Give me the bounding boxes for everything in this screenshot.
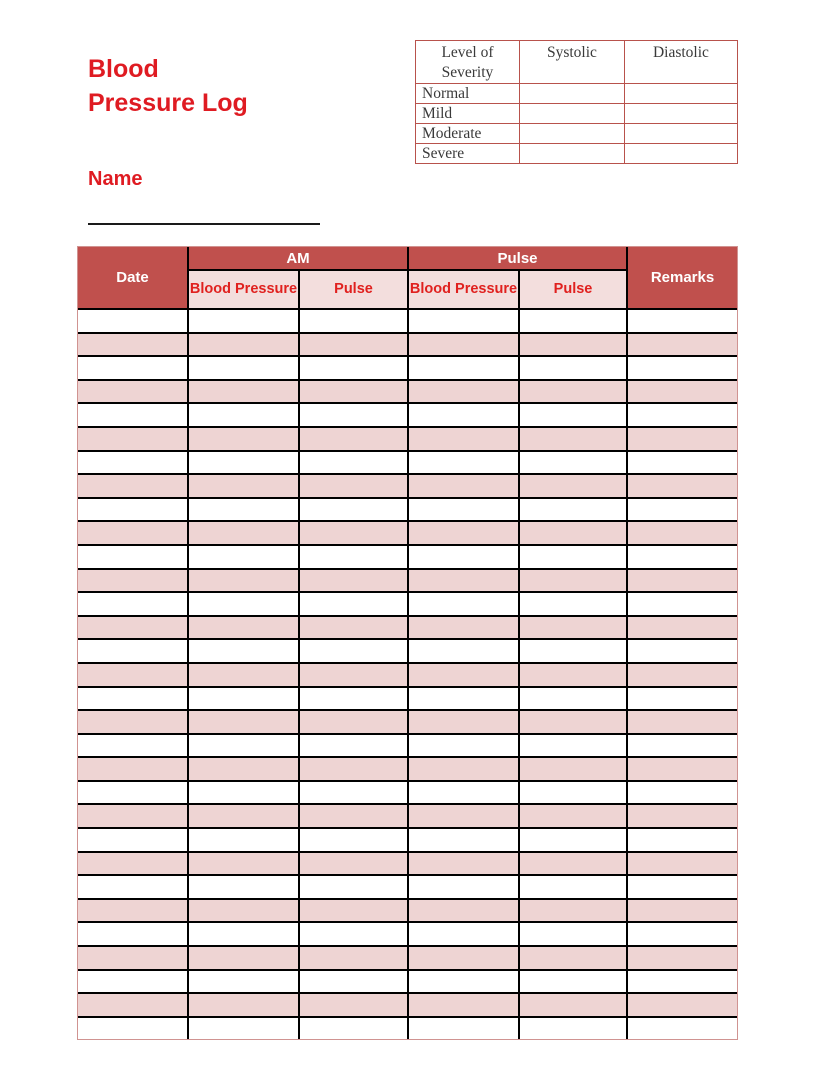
log-entry-cell[interactable]	[408, 639, 519, 663]
log-entry-cell[interactable]	[627, 474, 737, 498]
log-table-row	[78, 828, 737, 852]
log-entry-cell[interactable]	[408, 734, 519, 758]
log-entry-cell[interactable]	[78, 922, 188, 946]
log-entry-cell[interactable]	[78, 663, 188, 687]
severity-table	[415, 40, 738, 164]
log-entry-cell[interactable]	[188, 828, 299, 852]
severity-header-row	[416, 41, 738, 84]
log-entry-cell[interactable]	[519, 946, 627, 970]
log-entry-cell[interactable]	[408, 710, 519, 734]
severity-row	[416, 124, 738, 144]
log-entry-cell[interactable]	[519, 710, 627, 734]
log-entry-cell[interactable]	[408, 592, 519, 616]
log-entry-cell[interactable]	[188, 403, 299, 427]
log-entry-cell[interactable]	[188, 639, 299, 663]
log-header-group-row	[78, 247, 737, 270]
log-entry-cell[interactable]	[519, 616, 627, 640]
log-entry-cell[interactable]	[408, 663, 519, 687]
log-table-row	[78, 380, 737, 404]
log-table-row	[78, 781, 737, 805]
log-entry-cell[interactable]	[408, 521, 519, 545]
log-subheader-pm-pulse: Pulse	[519, 270, 627, 309]
log-entry-cell[interactable]	[188, 922, 299, 946]
log-table-row	[78, 710, 737, 734]
log-entry-cell[interactable]	[408, 309, 519, 333]
log-entry-cell[interactable]	[188, 781, 299, 805]
log-entry-cell[interactable]	[627, 804, 737, 828]
log-entry-cell[interactable]	[78, 592, 188, 616]
log-table-row	[78, 333, 737, 357]
log-entry-cell[interactable]	[188, 427, 299, 451]
log-entry-cell[interactable]	[188, 474, 299, 498]
log-table-row	[78, 946, 737, 970]
severity-value-cell[interactable]	[624, 144, 737, 164]
log-entry-cell[interactable]	[299, 309, 408, 333]
log-entry-cell[interactable]	[78, 804, 188, 828]
log-table-row	[78, 403, 737, 427]
log-entry-cell[interactable]	[299, 498, 408, 522]
log-entry-cell[interactable]	[627, 946, 737, 970]
log-entry-cell[interactable]	[519, 781, 627, 805]
log-entry-cell[interactable]	[299, 639, 408, 663]
log-entry-cell[interactable]	[299, 804, 408, 828]
log-entry-cell[interactable]	[408, 474, 519, 498]
log-entry-cell[interactable]	[299, 592, 408, 616]
log-entry-cell[interactable]	[627, 639, 737, 663]
log-entry-cell[interactable]	[627, 875, 737, 899]
log-entry-cell[interactable]	[408, 333, 519, 357]
log-table-row	[78, 899, 737, 923]
log-entry-cell[interactable]	[519, 970, 627, 994]
log-entry-cell[interactable]	[519, 734, 627, 758]
log-entry-cell[interactable]	[408, 380, 519, 404]
log-entry-cell[interactable]	[408, 757, 519, 781]
log-table-row	[78, 639, 737, 663]
log-entry-cell[interactable]	[188, 592, 299, 616]
log-entry-cell[interactable]	[627, 521, 737, 545]
severity-table-body	[416, 84, 738, 164]
name-input-line[interactable]	[88, 223, 320, 225]
log-entry-cell[interactable]	[519, 687, 627, 711]
page-title	[88, 52, 248, 120]
log-entry-cell[interactable]	[408, 569, 519, 593]
log-entry-cell[interactable]	[408, 875, 519, 899]
log-entry-cell[interactable]	[78, 1017, 188, 1040]
log-table-row	[78, 757, 737, 781]
log-table-row	[78, 616, 737, 640]
severity-value-cell[interactable]	[624, 104, 737, 124]
log-table-row	[78, 970, 737, 994]
log-table	[77, 246, 738, 1040]
log-entry-cell[interactable]	[519, 663, 627, 687]
log-entry-cell[interactable]	[627, 333, 737, 357]
log-entry-cell[interactable]	[627, 922, 737, 946]
log-entry-cell[interactable]	[519, 1017, 627, 1040]
log-entry-cell[interactable]	[78, 474, 188, 498]
log-entry-cell[interactable]	[299, 356, 408, 380]
log-entry-cell[interactable]	[188, 380, 299, 404]
log-entry-cell[interactable]	[627, 451, 737, 475]
log-entry-cell[interactable]	[78, 427, 188, 451]
log-entry-cell[interactable]	[627, 710, 737, 734]
log-header-am-group: AM	[188, 247, 408, 270]
log-entry-cell[interactable]	[188, 333, 299, 357]
log-entry-cell[interactable]	[78, 451, 188, 475]
log-table-row	[78, 427, 737, 451]
log-entry-cell[interactable]	[408, 498, 519, 522]
log-entry-cell[interactable]	[299, 687, 408, 711]
log-table-row	[78, 852, 737, 876]
log-table-row	[78, 451, 737, 475]
log-entry-cell[interactable]	[519, 521, 627, 545]
log-table-row	[78, 922, 737, 946]
log-entry-cell[interactable]	[78, 639, 188, 663]
log-entry-cell[interactable]	[78, 356, 188, 380]
severity-value-cell[interactable]	[624, 124, 737, 144]
severity-level-label: Severe	[416, 144, 520, 164]
log-entry-cell[interactable]	[78, 710, 188, 734]
log-entry-cell[interactable]	[519, 804, 627, 828]
log-entry-cell[interactable]	[408, 616, 519, 640]
log-entry-cell[interactable]	[627, 970, 737, 994]
log-entry-cell[interactable]	[299, 875, 408, 899]
log-entry-cell[interactable]	[627, 427, 737, 451]
log-entry-cell[interactable]	[188, 451, 299, 475]
log-entry-cell[interactable]	[78, 333, 188, 357]
log-entry-cell[interactable]	[408, 1017, 519, 1040]
log-entry-cell[interactable]	[188, 734, 299, 758]
severity-value-cell[interactable]	[519, 104, 624, 124]
log-header-date: Date	[78, 247, 188, 309]
log-table-row	[78, 734, 737, 758]
log-table-body	[78, 309, 737, 1039]
log-entry-cell[interactable]	[78, 309, 188, 333]
log-entry-cell[interactable]	[78, 757, 188, 781]
log-entry-cell[interactable]	[627, 616, 737, 640]
log-entry-cell[interactable]	[299, 474, 408, 498]
log-table-row	[78, 804, 737, 828]
log-entry-cell[interactable]	[519, 309, 627, 333]
log-entry-cell[interactable]	[299, 427, 408, 451]
severity-header-level: Level of Severity	[416, 41, 520, 84]
log-entry-cell[interactable]	[519, 427, 627, 451]
log-entry-cell[interactable]	[627, 356, 737, 380]
log-entry-cell[interactable]	[408, 804, 519, 828]
log-table-row	[78, 521, 737, 545]
page-title-line1: Blood	[88, 55, 159, 83]
log-entry-cell[interactable]	[299, 946, 408, 970]
log-entry-cell[interactable]	[78, 734, 188, 758]
log-entry-cell[interactable]	[408, 922, 519, 946]
log-entry-cell[interactable]	[519, 545, 627, 569]
log-entry-cell[interactable]	[188, 970, 299, 994]
log-table-row	[78, 993, 737, 1017]
log-entry-cell[interactable]	[188, 356, 299, 380]
log-entry-cell[interactable]	[519, 828, 627, 852]
log-entry-cell[interactable]	[188, 545, 299, 569]
log-entry-cell[interactable]	[519, 498, 627, 522]
log-entry-cell[interactable]	[188, 993, 299, 1017]
log-entry-cell[interactable]	[78, 852, 188, 876]
log-entry-cell[interactable]	[627, 899, 737, 923]
log-table-row	[78, 687, 737, 711]
log-entry-cell[interactable]	[78, 828, 188, 852]
log-entry-cell[interactable]	[627, 781, 737, 805]
log-entry-cell[interactable]	[188, 899, 299, 923]
log-entry-cell[interactable]	[408, 427, 519, 451]
log-entry-cell[interactable]	[188, 946, 299, 970]
log-entry-cell[interactable]	[408, 687, 519, 711]
log-entry-cell[interactable]	[519, 451, 627, 475]
severity-row	[416, 144, 738, 164]
log-entry-cell[interactable]	[188, 616, 299, 640]
log-entry-cell[interactable]	[627, 828, 737, 852]
log-entry-cell[interactable]	[299, 380, 408, 404]
log-entry-cell[interactable]	[408, 403, 519, 427]
log-entry-cell[interactable]	[299, 569, 408, 593]
log-header-remarks: Remarks	[627, 247, 737, 309]
severity-level-label: Moderate	[416, 124, 520, 144]
log-entry-cell[interactable]	[299, 545, 408, 569]
log-table-row	[78, 569, 737, 593]
severity-header-diastolic: Diastolic	[624, 41, 737, 84]
log-entry-cell[interactable]	[299, 993, 408, 1017]
log-entry-cell[interactable]	[299, 922, 408, 946]
log-entry-cell[interactable]	[78, 521, 188, 545]
page-title-line2: Pressure Log	[88, 89, 248, 117]
log-entry-cell[interactable]	[78, 781, 188, 805]
log-entry-cell[interactable]	[299, 403, 408, 427]
log-entry-cell[interactable]	[519, 380, 627, 404]
log-entry-cell[interactable]	[519, 592, 627, 616]
log-entry-cell[interactable]	[627, 403, 737, 427]
severity-value-cell[interactable]	[519, 144, 624, 164]
log-entry-cell[interactable]	[299, 757, 408, 781]
log-table-row	[78, 356, 737, 380]
log-entry-cell[interactable]	[78, 970, 188, 994]
severity-value-cell[interactable]	[624, 84, 737, 104]
log-entry-cell[interactable]	[519, 403, 627, 427]
log-table-row	[78, 1017, 737, 1040]
log-entry-cell[interactable]	[408, 545, 519, 569]
log-entry-cell[interactable]	[299, 970, 408, 994]
log-entry-cell[interactable]	[408, 356, 519, 380]
log-entry-cell[interactable]	[188, 663, 299, 687]
log-subheader-pm-blood-pressure: Blood Pressure	[408, 270, 519, 309]
log-entry-cell[interactable]	[408, 946, 519, 970]
log-entry-cell[interactable]	[408, 852, 519, 876]
log-entry-cell[interactable]	[408, 828, 519, 852]
log-table-row	[78, 663, 737, 687]
log-entry-cell[interactable]	[627, 757, 737, 781]
log-entry-cell[interactable]	[299, 828, 408, 852]
log-entry-cell[interactable]	[627, 592, 737, 616]
log-entry-cell[interactable]	[627, 309, 737, 333]
log-table-row	[78, 309, 737, 333]
log-entry-cell[interactable]	[299, 781, 408, 805]
log-entry-cell[interactable]	[78, 616, 188, 640]
log-entry-cell[interactable]	[627, 852, 737, 876]
log-entry-cell[interactable]	[299, 852, 408, 876]
log-entry-cell[interactable]	[299, 710, 408, 734]
log-entry-cell[interactable]	[78, 569, 188, 593]
log-entry-cell[interactable]	[299, 734, 408, 758]
log-entry-cell[interactable]	[408, 781, 519, 805]
log-entry-cell[interactable]	[519, 333, 627, 357]
log-entry-cell[interactable]	[299, 1017, 408, 1040]
severity-row	[416, 84, 738, 104]
log-entry-cell[interactable]	[188, 804, 299, 828]
log-entry-cell[interactable]	[519, 899, 627, 923]
log-entry-cell[interactable]	[627, 569, 737, 593]
log-entry-cell[interactable]	[519, 639, 627, 663]
severity-level-label: Normal	[416, 84, 520, 104]
severity-header-systolic: Systolic	[519, 41, 624, 84]
log-entry-cell[interactable]	[408, 451, 519, 475]
log-entry-cell[interactable]	[627, 734, 737, 758]
log-entry-cell[interactable]	[188, 875, 299, 899]
log-entry-cell[interactable]	[78, 875, 188, 899]
log-entry-cell[interactable]	[519, 875, 627, 899]
log-entry-cell[interactable]	[188, 687, 299, 711]
log-table-row	[78, 474, 737, 498]
log-entry-cell[interactable]	[519, 993, 627, 1017]
log-entry-cell[interactable]	[78, 498, 188, 522]
log-entry-cell[interactable]	[188, 521, 299, 545]
log-entry-cell[interactable]	[627, 663, 737, 687]
log-table-row	[78, 498, 737, 522]
log-entry-cell[interactable]	[299, 663, 408, 687]
log-entry-cell[interactable]	[519, 757, 627, 781]
log-entry-cell[interactable]	[627, 687, 737, 711]
log-entry-cell[interactable]	[627, 1017, 737, 1040]
log-entry-cell[interactable]	[299, 616, 408, 640]
log-entry-cell[interactable]	[78, 946, 188, 970]
log-entry-cell[interactable]	[299, 333, 408, 357]
severity-value-cell[interactable]	[519, 124, 624, 144]
log-entry-cell[interactable]	[408, 970, 519, 994]
log-entry-cell[interactable]	[188, 569, 299, 593]
log-entry-cell[interactable]	[408, 993, 519, 1017]
log-entry-cell[interactable]	[408, 899, 519, 923]
log-entry-cell[interactable]	[519, 569, 627, 593]
log-entry-cell[interactable]	[188, 309, 299, 333]
log-entry-cell[interactable]	[188, 710, 299, 734]
log-table-row	[78, 875, 737, 899]
name-label: Name	[88, 168, 143, 190]
log-entry-cell[interactable]	[188, 1017, 299, 1040]
log-entry-cell[interactable]	[188, 852, 299, 876]
log-table-row	[78, 545, 737, 569]
log-entry-cell[interactable]	[78, 993, 188, 1017]
log-entry-cell[interactable]	[78, 687, 188, 711]
severity-row	[416, 104, 738, 124]
log-entry-cell[interactable]	[519, 852, 627, 876]
log-entry-cell[interactable]	[519, 922, 627, 946]
log-entry-cell[interactable]	[299, 521, 408, 545]
log-entry-cell[interactable]	[78, 899, 188, 923]
log-entry-cell[interactable]	[78, 380, 188, 404]
log-header-pm-group: Pulse	[408, 247, 627, 270]
log-entry-cell[interactable]	[188, 498, 299, 522]
log-entry-cell[interactable]	[519, 356, 627, 380]
log-entry-cell[interactable]	[627, 545, 737, 569]
severity-level-label: Mild	[416, 104, 520, 124]
severity-value-cell[interactable]	[519, 84, 624, 104]
log-entry-cell[interactable]	[299, 899, 408, 923]
log-entry-cell[interactable]	[519, 474, 627, 498]
log-entry-cell[interactable]	[78, 403, 188, 427]
log-entry-cell[interactable]	[627, 993, 737, 1017]
log-table-row	[78, 592, 737, 616]
log-entry-cell[interactable]	[627, 498, 737, 522]
log-subheader-am-pulse: Pulse	[299, 270, 408, 309]
log-entry-cell[interactable]	[78, 545, 188, 569]
log-subheader-am-blood-pressure: Blood Pressure	[188, 270, 299, 309]
log-entry-cell[interactable]	[627, 380, 737, 404]
log-entry-cell[interactable]	[299, 451, 408, 475]
log-entry-cell[interactable]	[188, 757, 299, 781]
